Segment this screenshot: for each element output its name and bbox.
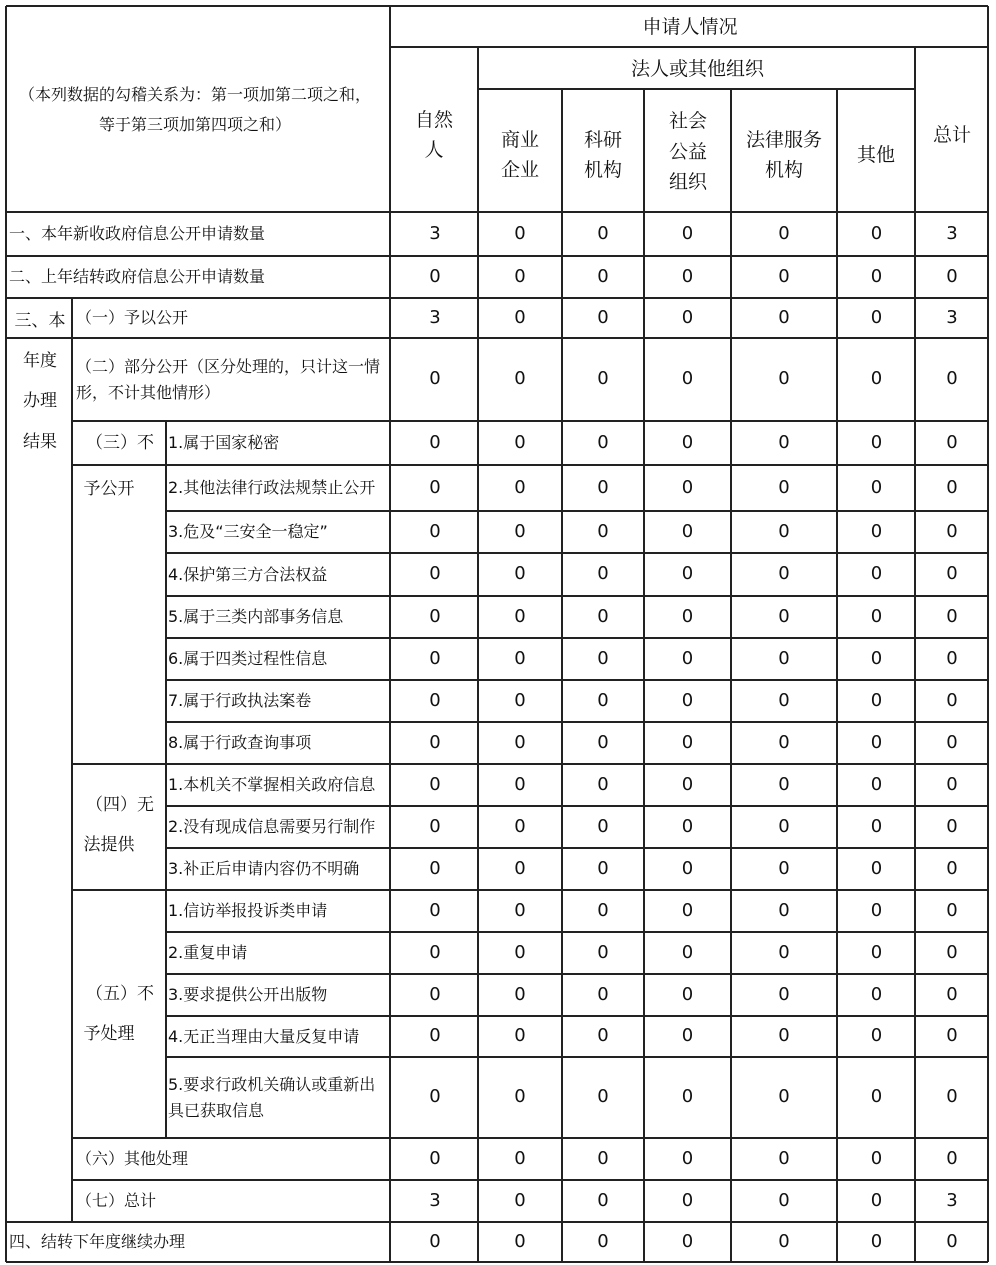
row-value-cell: 0 xyxy=(946,1025,958,1047)
row-value-cell: 0 xyxy=(870,368,883,390)
row-value-cell: 0 xyxy=(681,983,694,1005)
row-value-cell: 3 xyxy=(429,306,441,328)
row-value-cell: 0 xyxy=(778,731,790,753)
row-value-cell: 0 xyxy=(597,431,609,453)
row-value-cell: 0 xyxy=(429,265,441,287)
row-value-cell: 0 xyxy=(778,563,790,585)
row-label: 1.属于国家秘密 xyxy=(168,433,280,453)
row-value-cell: 0 xyxy=(946,731,958,753)
row-value-cell: 0 xyxy=(429,815,441,837)
row-value-cell: 0 xyxy=(429,431,441,453)
row-value-cell: 0 xyxy=(514,1147,526,1169)
row-value-cell: 0 xyxy=(429,563,441,585)
row-label: （二）部分公开（区分处理的，只计这一情形，不计其他情形） xyxy=(76,356,381,402)
row-value-cell: 0 xyxy=(681,773,694,795)
row-value-cell: 0 xyxy=(870,689,883,711)
row-label: 2.其他法律行政法规禁止公开 xyxy=(168,478,376,498)
row-value-cell: 0 xyxy=(870,941,883,963)
row-value-cell: 0 xyxy=(681,222,694,244)
row-value-cell: 0 xyxy=(870,306,883,328)
row-label: 5.属于三类内部事务信息 xyxy=(168,607,344,627)
row-value-cell: 0 xyxy=(597,773,609,795)
row-value-cell: 0 xyxy=(870,857,883,879)
row-value-cell: 0 xyxy=(946,815,958,837)
row-value-cell: 0 xyxy=(514,1025,526,1047)
row-label: （一）予以公开 xyxy=(76,308,189,328)
row-value-cell: 0 xyxy=(514,431,526,453)
row-value-cell: 3 xyxy=(946,306,958,328)
row-value-cell: 0 xyxy=(946,689,958,711)
row-value-cell: 0 xyxy=(597,689,609,711)
row-value-cell: 0 xyxy=(514,1230,526,1252)
row-value-cell: 0 xyxy=(946,899,958,921)
row-value-cell: 0 xyxy=(681,689,694,711)
row-label: 8.属于行政查询事项 xyxy=(168,733,312,753)
row-label: 1.信访举报投诉类申请 xyxy=(168,901,328,921)
row-value-cell: 3 xyxy=(946,1189,958,1211)
section-3-line-4: 结果 xyxy=(23,432,57,453)
row-value-cell: 0 xyxy=(778,983,790,1005)
row-value-cell: 0 xyxy=(681,1189,694,1211)
row-value-cell: 0 xyxy=(870,773,883,795)
row-label: （六）其他处理 xyxy=(76,1149,189,1169)
row-value-cell: 0 xyxy=(597,1147,609,1169)
row-value-cell: 0 xyxy=(681,605,694,627)
row-value-cell: 0 xyxy=(514,476,526,498)
row-value-cell: 0 xyxy=(681,647,694,669)
row-value-cell: 0 xyxy=(681,1230,694,1252)
row-value-cell: 0 xyxy=(946,265,958,287)
row-label: 一、本年新收政府信息公开申请数量 xyxy=(9,224,266,244)
row-value-cell: 0 xyxy=(870,431,883,453)
row-value-cell: 0 xyxy=(778,1025,790,1047)
row-value-cell: 0 xyxy=(514,222,526,244)
header-total: 总计 xyxy=(932,123,971,146)
row-value-cell: 0 xyxy=(514,647,526,669)
row-value-cell: 0 xyxy=(778,431,790,453)
row-value-cell: 0 xyxy=(429,368,441,390)
row-value-cell: 0 xyxy=(429,773,441,795)
row-value-cell: 3 xyxy=(429,222,441,244)
row-value-cell: 0 xyxy=(429,941,441,963)
row-value-cell: 0 xyxy=(681,731,694,753)
row-value-cell: 0 xyxy=(870,1189,883,1211)
header-legal-person-other: 法人或其他组织 xyxy=(630,57,764,80)
row-label: （七）总计 xyxy=(76,1191,157,1211)
row-value-cell: 0 xyxy=(681,815,694,837)
row-value-cell: 0 xyxy=(597,1086,609,1108)
row-value-cell: 0 xyxy=(946,941,958,963)
row-value-cell: 0 xyxy=(870,1147,883,1169)
row-value-cell: 0 xyxy=(946,431,958,453)
row-label: 四、结转下年度继续办理 xyxy=(9,1232,186,1252)
row-value-cell: 0 xyxy=(946,1230,958,1252)
no-process-label-b: 予处理 xyxy=(83,1024,135,1045)
row-value-cell: 0 xyxy=(429,1086,441,1108)
row-value-cell: 0 xyxy=(946,476,958,498)
row-value-cell: 0 xyxy=(681,941,694,963)
header-commercial: 商业企业 xyxy=(500,128,539,181)
row-value-cell: 0 xyxy=(870,265,883,287)
row-value-cell: 3 xyxy=(946,222,958,244)
row-value-cell: 0 xyxy=(514,306,526,328)
row-value-cell: 0 xyxy=(514,773,526,795)
row-value-cell: 0 xyxy=(946,983,958,1005)
row-value-cell: 0 xyxy=(514,368,526,390)
row-value-cell: 0 xyxy=(778,368,790,390)
no-process-label-a: （五）不 xyxy=(86,984,154,1005)
row-value-cell: 0 xyxy=(514,520,526,542)
row-label: 2.重复申请 xyxy=(168,943,248,963)
header-legal-service: 法律服务机构 xyxy=(745,128,822,181)
row-value-cell: 0 xyxy=(778,1147,790,1169)
row-value-cell: 0 xyxy=(597,222,609,244)
row-value-cell: 0 xyxy=(597,647,609,669)
header-research: 科研机构 xyxy=(583,128,622,181)
row-value-cell: 0 xyxy=(778,222,790,244)
row-value-cell: 0 xyxy=(778,773,790,795)
row-label: 3.危及“三安全一稳定” xyxy=(168,522,328,542)
row-value-cell: 0 xyxy=(514,983,526,1005)
row-value-cell: 0 xyxy=(778,815,790,837)
row-value-cell: 0 xyxy=(429,899,441,921)
header-note: （本列数据的勾稽关系为：第一项加第二项之和，等于第三项加第四项之和） xyxy=(18,85,371,134)
row-value-cell: 0 xyxy=(514,689,526,711)
row-value-cell: 0 xyxy=(778,1230,790,1252)
row-value-cell: 0 xyxy=(681,431,694,453)
row-value-cell: 0 xyxy=(778,647,790,669)
row-value-cell: 0 xyxy=(514,1189,526,1211)
row-value-cell: 0 xyxy=(778,306,790,328)
section-3-line-3: 办理 xyxy=(23,391,57,412)
row-value-cell: 0 xyxy=(429,857,441,879)
row-value-cell: 0 xyxy=(778,520,790,542)
row-value-cell: 0 xyxy=(597,306,609,328)
row-value-cell: 0 xyxy=(778,265,790,287)
row-label: 4.保护第三方合法权益 xyxy=(168,564,328,584)
row-value-cell: 0 xyxy=(514,857,526,879)
row-value-cell: 0 xyxy=(681,899,694,921)
row-value-cell: 0 xyxy=(681,306,694,328)
row-label: 二、上年结转政府信息公开申请数量 xyxy=(9,267,266,287)
section-3-line-1: 三、本 xyxy=(14,311,66,332)
row-label: 6.属于四类过程性信息 xyxy=(168,649,328,669)
row-label: 3.要求提供公开出版物 xyxy=(168,985,328,1005)
row-label: 2.没有现成信息需要另行制作 xyxy=(168,817,376,837)
row-value-cell: 0 xyxy=(429,1147,441,1169)
row-value-cell: 0 xyxy=(870,983,883,1005)
unable-label-b: 法提供 xyxy=(83,835,135,856)
row-value-cell: 0 xyxy=(778,1086,790,1108)
header-natural-person: 自然人 xyxy=(414,108,453,161)
row-value-cell: 0 xyxy=(514,815,526,837)
row-value-cell: 0 xyxy=(778,689,790,711)
row-value-cell: 0 xyxy=(597,1230,609,1252)
row-value-cell: 0 xyxy=(778,1189,790,1211)
row-value-cell: 0 xyxy=(597,476,609,498)
row-value-cell: 0 xyxy=(597,815,609,837)
row-value-cell: 0 xyxy=(429,983,441,1005)
row-value-cell: 0 xyxy=(681,1025,694,1047)
row-value-cell: 0 xyxy=(870,1230,883,1252)
row-label: 7.属于行政执法案卷 xyxy=(168,691,312,711)
row-value-cell: 0 xyxy=(597,983,609,1005)
row-value-cell: 0 xyxy=(597,1189,609,1211)
row-value-cell: 0 xyxy=(946,368,958,390)
row-value-cell: 0 xyxy=(429,476,441,498)
row-value-cell: 0 xyxy=(778,941,790,963)
row-value-cell: 0 xyxy=(681,1147,694,1169)
row-value-cell: 0 xyxy=(870,476,883,498)
row-value-cell: 0 xyxy=(597,605,609,627)
row-label: 1.本机关不掌握相关政府信息 xyxy=(168,775,376,795)
row-value-cell: 0 xyxy=(429,647,441,669)
row-value-cell: 0 xyxy=(681,265,694,287)
row-value-cell: 0 xyxy=(429,731,441,753)
row-value-cell: 0 xyxy=(514,605,526,627)
row-value-cell: 0 xyxy=(870,520,883,542)
row-value-cell: 0 xyxy=(778,605,790,627)
row-value-cell: 0 xyxy=(681,368,694,390)
row-value-cell: 0 xyxy=(514,941,526,963)
row-value-cell: 0 xyxy=(681,857,694,879)
unable-label-a: （四）无 xyxy=(86,795,154,816)
row-value-cell: 0 xyxy=(514,731,526,753)
row-value-cell: 0 xyxy=(870,731,883,753)
row-value-cell: 0 xyxy=(870,899,883,921)
row-value-cell: 0 xyxy=(946,1147,958,1169)
row-value-cell: 0 xyxy=(597,520,609,542)
row-value-cell: 0 xyxy=(681,476,694,498)
row-value-cell: 0 xyxy=(429,520,441,542)
row-value-cell: 0 xyxy=(946,773,958,795)
row-value-cell: 0 xyxy=(681,1086,694,1108)
row-value-cell: 0 xyxy=(778,899,790,921)
row-value-cell: 0 xyxy=(870,1025,883,1047)
row-label: 5.要求行政机关确认或重新出具已获取信息 xyxy=(168,1074,376,1120)
row-label: 4.无正当理由大量反复申请 xyxy=(168,1026,360,1046)
row-value-cell: 0 xyxy=(597,265,609,287)
header-applicant-situation: 申请人情况 xyxy=(642,15,738,38)
row-value-cell: 0 xyxy=(946,520,958,542)
header-other: 其他 xyxy=(856,143,895,166)
row-value-cell: 0 xyxy=(870,1086,883,1108)
row-value-cell: 0 xyxy=(429,1025,441,1047)
row-value-cell: 0 xyxy=(597,731,609,753)
row-value-cell: 0 xyxy=(514,899,526,921)
row-value-cell: 3 xyxy=(429,1189,441,1211)
row-value-cell: 0 xyxy=(681,520,694,542)
header-public-welfare: 社会公益组织 xyxy=(668,110,707,194)
row-value-cell: 0 xyxy=(514,265,526,287)
row-value-cell: 0 xyxy=(597,857,609,879)
row-value-cell: 0 xyxy=(597,563,609,585)
row-value-cell: 0 xyxy=(946,1086,958,1108)
row-value-cell: 0 xyxy=(597,1025,609,1047)
row-value-cell: 0 xyxy=(946,605,958,627)
not-public-label-a: （三）不 xyxy=(86,433,154,454)
row-value-cell: 0 xyxy=(597,899,609,921)
row-value-cell: 0 xyxy=(870,815,883,837)
row-value-cell: 0 xyxy=(946,563,958,585)
row-value-cell: 0 xyxy=(429,1230,441,1252)
row-label: 3.补正后申请内容仍不明确 xyxy=(168,859,360,879)
row-value-cell: 0 xyxy=(870,222,883,244)
row-value-cell: 0 xyxy=(681,563,694,585)
not-public-label-b: 予公开 xyxy=(83,479,135,500)
row-value-cell: 0 xyxy=(870,605,883,627)
row-value-cell: 0 xyxy=(597,368,609,390)
row-value-cell: 0 xyxy=(778,857,790,879)
row-value-cell: 0 xyxy=(870,563,883,585)
row-value-cell: 0 xyxy=(429,689,441,711)
row-value-cell: 0 xyxy=(778,476,790,498)
row-value-cell: 0 xyxy=(597,941,609,963)
section-3-line-2: 年度 xyxy=(23,351,57,372)
row-value-cell: 0 xyxy=(946,647,958,669)
row-value-cell: 0 xyxy=(429,605,441,627)
row-value-cell: 0 xyxy=(946,857,958,879)
row-value-cell: 0 xyxy=(870,647,883,669)
row-value-cell: 0 xyxy=(514,563,526,585)
row-value-cell: 0 xyxy=(514,1086,526,1108)
